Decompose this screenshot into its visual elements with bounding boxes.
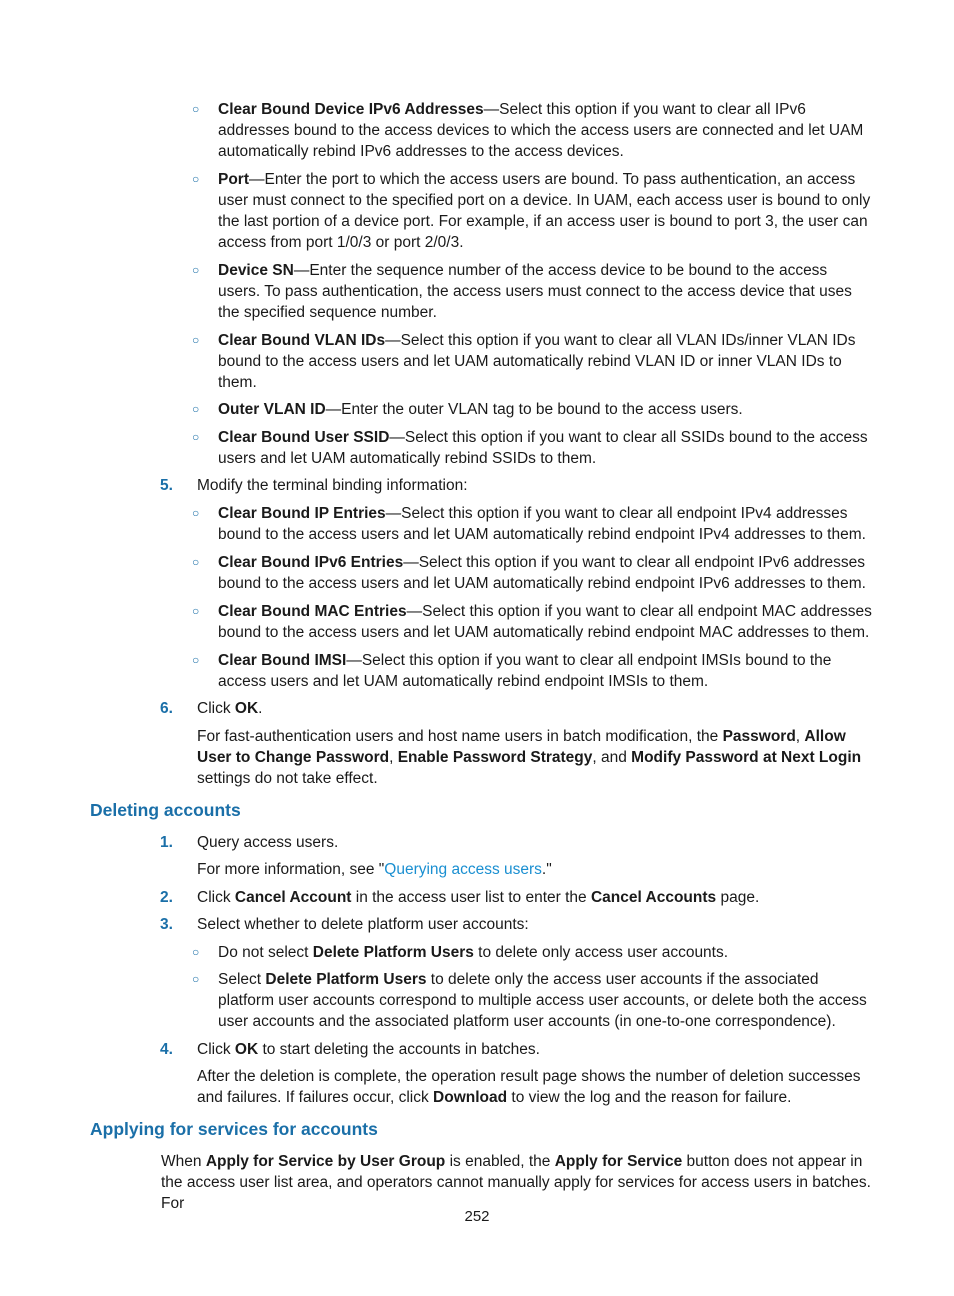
bullet-icon: ○ (192, 604, 200, 618)
delete-step-1 (160, 832, 872, 853)
note-password-settings (197, 726, 872, 789)
step-text: Modify the terminal binding information: (197, 477, 468, 494)
option-desc: —Select this option if you want to clear all IPv6 addresses bound to the access devices to which the access users are connected and let UAM automatically rebind IPv6 addresses to the access devices. (218, 101, 864, 160)
step-5 (160, 475, 872, 496)
option-desc: —Enter the outer VLAN tag to be bound to the access users. (325, 401, 743, 418)
step-text: Select whether to delete platform user accounts: (197, 916, 529, 933)
bullet-icon: ○ (192, 402, 200, 416)
note-term-modify-password: Modify Password at Next Login (631, 749, 862, 766)
note-term-password: Password (722, 728, 796, 745)
bullet-icon: ○ (192, 333, 200, 347)
apply-paragraph (161, 1151, 872, 1214)
step-text: in the access user list to enter the (351, 889, 591, 906)
option-term: Clear Bound MAC Entries (218, 603, 407, 620)
option-term: Clear Bound VLAN IDs (218, 332, 386, 349)
option-clear-bound-vlan-ids (192, 330, 872, 393)
delete-step-4-note (197, 1066, 872, 1108)
step-6 (160, 698, 872, 719)
heading-applying-for-services: Applying for services for accounts (90, 1119, 378, 1139)
option-term: Clear Bound IMSI (218, 652, 347, 669)
delete-step-1-note (197, 859, 872, 880)
bullet-icon: ○ (192, 555, 200, 569)
step-text-end: page. (716, 889, 760, 906)
option-text: Select (218, 971, 266, 988)
option-outer-vlan-id (192, 399, 872, 420)
bullet-icon: ○ (192, 945, 200, 959)
apply-by-user-group-label: Apply for Service by User Group (205, 1153, 446, 1170)
step-number: 2. (160, 889, 173, 906)
bullet-icon: ○ (192, 506, 200, 520)
step-text: Click (197, 889, 235, 906)
option-text: Do not select (218, 944, 313, 961)
note-sep: , (795, 728, 805, 745)
ok-label: OK (234, 1041, 259, 1058)
step-text-end: . (258, 700, 263, 717)
option-desc: —Select this option if you want to clear all endpoint IPv4 addresses bound to the access users and let UAM automatically rebind endpoint IPv4 addresses to them. (218, 505, 866, 543)
option-clear-bound-imsi (192, 650, 872, 692)
step-number: 3. (160, 916, 173, 933)
option-port (192, 169, 872, 253)
note-term-password-strategy: Enable Password Strategy (397, 749, 593, 766)
para-text: When (161, 1153, 206, 1170)
option-text-end: to delete only the access user accounts if the associated platform user accounts correspond to multiple access user accounts, or delete both the access user accounts and the associated platform user accounts (in one-to-one correspondence). (218, 971, 867, 1030)
option-term: Port (218, 171, 249, 188)
step-text: Click (197, 1041, 235, 1058)
step-number: 4. (160, 1041, 173, 1058)
heading-deleting-accounts: Deleting accounts (90, 800, 241, 820)
step-number: 1. (160, 834, 173, 851)
step-text: Click (197, 700, 235, 717)
option-term: Clear Bound Device IPv6 Addresses (218, 101, 484, 118)
option-clear-bound-ipv6-entries (192, 552, 872, 594)
step-text: Query access users. (197, 834, 339, 851)
bullet-icon: ○ (192, 430, 200, 444)
note-term-allow-change: Allow User to Change Password (197, 728, 846, 766)
cancel-account-label: Cancel Account (234, 889, 352, 906)
option-term: Outer VLAN ID (218, 401, 326, 418)
note-sep: , and (592, 749, 632, 766)
step-number: 5. (160, 477, 173, 494)
note-text: For fast-authentication users and host name users in batch modification, the (197, 728, 723, 745)
delete-step-2 (160, 887, 872, 908)
bullet-icon: ○ (192, 102, 200, 116)
option-desc: —Select this option if you want to clear all endpoint IPv6 addresses bound to the access users and let UAM automatically rebind endpoint IPv6 addresses to them. (218, 554, 866, 592)
delete-option-1 (192, 942, 872, 963)
delete-platform-users-label: Delete Platform Users (265, 971, 427, 988)
para-text-end: button does not appear in the access user list area, and operators cannot manually apply for services for access users in batches. For (161, 1153, 871, 1212)
option-text-end: to delete only access user accounts. (473, 944, 729, 961)
para-text: is enabled, the (445, 1153, 555, 1170)
page-number: 252 (464, 1208, 490, 1225)
delete-option-2 (192, 969, 872, 1032)
option-clear-bound-user-ssid (192, 427, 872, 469)
bullet-icon: ○ (192, 263, 200, 277)
cancel-accounts-label: Cancel Accounts (590, 889, 717, 906)
apply-for-service-label: Apply for Service (554, 1153, 683, 1170)
querying-access-users-link[interactable]: Querying access users (384, 861, 542, 878)
option-desc: —Select this option if you want to clear all VLAN IDs/inner VLAN IDs bound to the access users and let UAM automatically rebind VLAN ID or inner VLAN IDs to them. (218, 332, 856, 391)
option-desc: —Enter the port to which the access users are bound. To pass authentication, an access user must connect to the specified port on a device. In UAM, each access user is bound to only the last portion of a device port. For example, if an access user is bound to port 3, the user can access from port 1/0/3 or port 2/0/3. (218, 171, 871, 251)
note-text: For more information, see " (197, 861, 385, 878)
note-text-end: ." (541, 861, 552, 878)
delete-platform-users-label: Delete Platform Users (312, 944, 474, 961)
note-text-end: settings do not take effect. (197, 770, 378, 787)
option-term: Device SN (218, 262, 294, 279)
delete-step-3 (160, 914, 872, 935)
option-clear-bound-device-ipv6 (192, 99, 872, 162)
note-text-end: to view the log and the reason for failure. (507, 1089, 792, 1106)
step-number: 6. (160, 700, 173, 717)
bullet-icon: ○ (192, 653, 200, 667)
option-desc: —Select this option if you want to clear all SSIDs bound to the access users and let UAM automatically rebind SSIDs to them. (218, 429, 868, 467)
bullet-icon: ○ (192, 172, 200, 186)
option-desc: —Select this option if you want to clear all endpoint IMSIs bound to the access users and let UAM automatically rebind endpoint IMSIs to them. (218, 652, 832, 690)
option-desc: —Enter the sequence number of the access device to be bound to the access users. To pass authentication, the access users must connect to the access device that uses the specified sequence number. (218, 262, 852, 321)
option-term: Clear Bound IPv6 Entries (218, 554, 404, 571)
ok-label: OK (234, 700, 259, 717)
bullet-icon: ○ (192, 972, 200, 986)
option-clear-bound-mac-entries (192, 601, 872, 643)
option-clear-bound-ip-entries (192, 503, 872, 545)
option-term: Clear Bound IP Entries (218, 505, 386, 522)
delete-step-4 (160, 1039, 872, 1060)
option-term: Clear Bound User SSID (218, 429, 390, 446)
note-sep: , (389, 749, 398, 766)
note-text: After the deletion is complete, the operation result page shows the number of deletion successes and failures. If failures occur, click (197, 1068, 861, 1106)
option-desc: —Select this option if you want to clear all endpoint MAC addresses bound to the access users and let UAM automatically rebind endpoint MAC addresses to them. (218, 603, 872, 641)
option-device-sn (192, 260, 872, 323)
step-text-end: to start deleting the accounts in batches. (258, 1041, 540, 1058)
download-label: Download (433, 1089, 508, 1106)
